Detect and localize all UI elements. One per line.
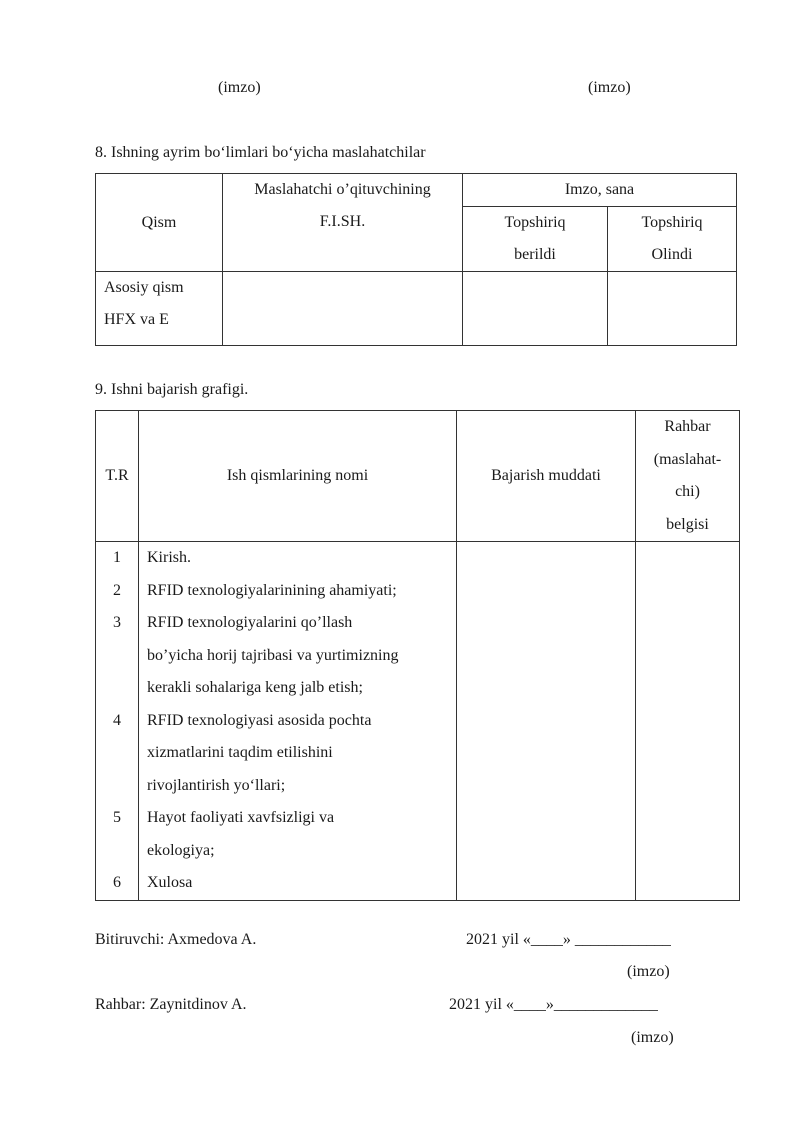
- header-number: T.R: [96, 411, 139, 542]
- list-item: Xulosa: [147, 874, 193, 891]
- list-item: bo’yicha horij tajribasi va yurtimizning: [147, 646, 399, 664]
- header-task-name: Ish qismlarining nomi: [139, 411, 457, 542]
- section-8-heading: 8. Ishning ayrim bo‘limlari bo‘yicha maslahatchilar: [95, 144, 426, 161]
- list-item: xizmatlarini taqdim etilishini: [147, 744, 333, 761]
- list-item: Hayot faoliyati xavfsizligi va: [147, 809, 335, 826]
- list-item: rivojlantirish yo‘llari;: [147, 776, 286, 794]
- supervisor-date: 2021 yil «____»_____________: [449, 996, 658, 1013]
- list-item: Kirish.: [147, 549, 191, 566]
- list-item: ekologiya;: [147, 841, 215, 859]
- supervisor-signature-label: (imzo): [631, 1029, 674, 1046]
- graduate-name: Bitiruvchi: Axmedova A.: [95, 931, 257, 948]
- graduate-signature-label: (imzo): [627, 963, 670, 980]
- cell-task-given: [463, 272, 608, 346]
- advisors-table: [95, 173, 737, 346]
- cell-supervisor-mark: [636, 542, 740, 901]
- cell-advisor-name: [223, 272, 463, 346]
- list-item: RFID texnologiyasi asosida pochta: [147, 711, 372, 729]
- cell-deadline: [457, 542, 636, 901]
- list-item: RFID texnologiyalarini qo’llash: [147, 614, 353, 631]
- header-task-received: Topshiriq Olindi: [608, 207, 737, 272]
- task-numbers: 1 2 3 4 5 6: [96, 542, 139, 901]
- row-part-main: Asosiy qism HFX va E: [96, 272, 223, 346]
- header-supervisor-mark: Rahbar (maslahat- chi) belgisi: [636, 411, 740, 542]
- signature-label-left: (imzo): [218, 79, 261, 96]
- list-item: kerakli sohalariga keng jalb etish;: [147, 679, 363, 696]
- signature-label-right: (imzo): [588, 79, 631, 96]
- header-advisor: Maslahatchi o’qituvchining F.I.SH.: [223, 174, 463, 272]
- header-task-given: Topshiriq berildi: [463, 207, 608, 272]
- section-9-heading: 9. Ishni bajarish grafigi.: [95, 381, 249, 398]
- header-part: Qism: [96, 174, 223, 272]
- header-deadline: Bajarish muddati: [457, 411, 636, 542]
- header-sign-date: Imzo, sana: [463, 174, 737, 207]
- task-list: [139, 542, 457, 901]
- schedule-table: [95, 410, 740, 901]
- cell-task-received: [608, 272, 737, 346]
- graduate-date: 2021 yil «____» ____________: [466, 931, 671, 948]
- supervisor-name: Rahbar: Zaynitdinov A.: [95, 996, 247, 1013]
- list-item: RFID texnologiyalarinining ahamiyati;: [147, 581, 397, 599]
